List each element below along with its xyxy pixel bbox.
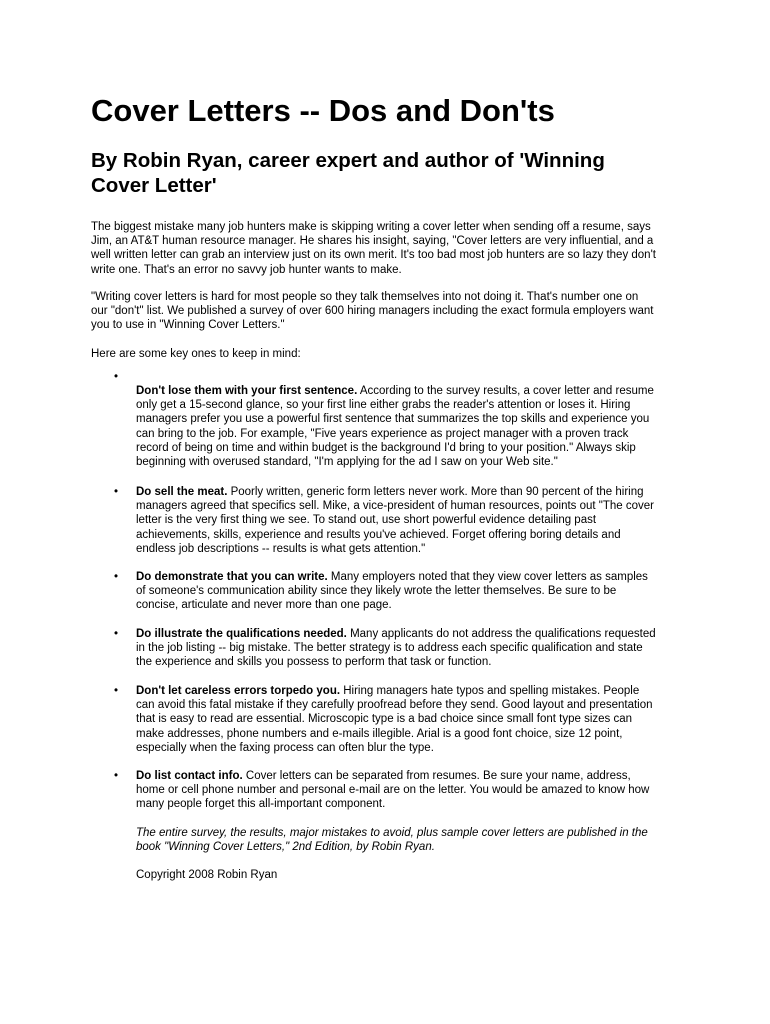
list-item-text-start: Many employers noted that they view cover letters as samples (327, 571, 648, 583)
copyright-text: Copyright 2008 Robin Ryan (136, 869, 278, 881)
bullet-marker: • (114, 770, 119, 782)
list-item-line: that is easy to read are essential. Microscopic type is a bad choice since small font type sizes can (136, 713, 633, 726)
list-item-line: can bring to the job. For example, "Five years experience as project manager with a proven track (136, 427, 629, 440)
list-item-line: concise, articulate and never more than one page. (136, 599, 392, 612)
key-points-intro (91, 347, 687, 361)
list-item-title: Don't lose them with your first sentence. (136, 385, 358, 397)
paragraph-line: "Writing cover letters is hard for most people so they talk themselves into not doing it. That's number one on (91, 291, 639, 303)
document-title: Cover Letters -- Dos and Don'ts (91, 93, 555, 128)
intro-paragraph (91, 220, 687, 277)
list-item-text-start: Many applicants do not address the qualifications requested (346, 628, 656, 640)
note-line: The entire survey, the results, major mistakes to avoid, plus sample cover letters are published in the (136, 827, 648, 839)
list-item-text-start: According to the survey results, a cover letter and resume (357, 385, 654, 397)
document-subtitle (91, 148, 751, 198)
bullet-marker: • (114, 371, 119, 383)
list-item-first-line (136, 769, 687, 783)
bullet-marker: • (114, 685, 119, 697)
list-item-line: many people forget this all-important component. (136, 798, 386, 811)
paragraph-line: The biggest mistake many job hunters make is skipping writing a cover letter when sending off a resume, says (91, 221, 651, 233)
list-item-line: of someone's communication ability since they likely wrote the letter themselves. Be sure to be (136, 585, 617, 598)
list-item-line: letter is the very first thing we see. To stand out, use short powerful evidence detailing past (136, 514, 597, 527)
list-item-text (136, 769, 687, 812)
list-item-line: in the job listing -- big mistake. The better strategy is to address each specific qualification and state (136, 642, 643, 655)
list-item-first-line (136, 384, 687, 398)
bullet-marker: • (114, 628, 119, 640)
paragraph-line: you to use in "Winning Cover Letters." (91, 319, 285, 332)
list-item-line: managers prefer you use a powerful first sentence that summarizes the top skills and experience you (136, 413, 650, 426)
list-item-title: Do demonstrate that you can write. (136, 571, 328, 583)
list-item-title: Don't let careless errors torpedo you. (136, 685, 341, 697)
bullet-marker: • (114, 571, 119, 583)
list-item-first-line (136, 684, 687, 698)
list-item-text (136, 570, 687, 613)
list-item-line: endless job descriptions -- results is what gets attention." (136, 542, 426, 555)
list-item-text-start: Hiring managers hate typos and spelling mistakes. People (340, 685, 640, 697)
paragraph-line: our "don't" list. We published a survey of over 600 hiring managers including the exact formula employers want (91, 305, 654, 318)
list-item-line: make addresses, phone numbers and e-mails illegible. Arial is a good font choice, size 12 point, (136, 727, 623, 740)
list-item-title: Do illustrate the qualifications needed. (136, 628, 347, 640)
subtitle-line: By Robin Ryan, career expert and author of 'Winning (91, 149, 605, 172)
paragraph-line: Here are some key ones to keep in mind: (91, 348, 301, 360)
list-item-first-line (136, 570, 687, 584)
list-item-line: especially when the faxing process can often blur the type. (136, 741, 434, 754)
list-item-text-start: Poorly written, generic form letters never work. More than 90 percent of the hiring (227, 486, 644, 498)
list-item-text (136, 384, 687, 469)
list-item-text (136, 627, 687, 670)
list-item-line: managers agreed that specifics sell. Mike, a vice-president of human resources, points out "The cover (136, 500, 654, 513)
list-item-text (136, 684, 687, 755)
list-item-line: achievements, skills, experience and results you've achieved. Forget offering boring details and (136, 528, 621, 541)
list-item-first-line (136, 485, 687, 499)
list-item-line: beginning with overused standard, "I'm applying for the ad I saw on your Web site." (136, 456, 558, 469)
list-item-line: can avoid this fatal mistake if they carefully proofread before they send. Good layout and presentation (136, 699, 653, 712)
survey-paragraph (91, 290, 687, 333)
list-item-line: the experience and skills you possess to perform that task or function. (136, 656, 492, 669)
paragraph-line: Jim, an AT&T human resource manager. He shares his insight, saying, "Cover letters are very influential, and a (91, 235, 654, 248)
paragraph-line: write one. That's an error no savvy job hunter wants to make. (91, 263, 402, 276)
subtitle-line: Cover Letter' (91, 174, 217, 197)
note-line: book "Winning Cover Letters," 2nd Edition, by Robin Ryan. (136, 841, 435, 854)
list-item-title: Do list contact info. (136, 770, 243, 782)
paragraph-line: well written letter can grab an interview just on its own merit. It's too bad most job hunters are so lazy they don't (91, 249, 656, 262)
list-item-line: record of being on time and within budget is the background I'd bring to your position." Always skip (136, 441, 636, 454)
list-item-line: home or cell phone number and personal e-mail are on the letter. You would be amazed to know how (136, 784, 650, 797)
list-item-first-line (136, 627, 687, 641)
list-item-title: Do sell the meat. (136, 486, 228, 498)
list-item-text-start: Cover letters can be separated from resumes. Be sure your name, address, (242, 770, 631, 782)
bullet-marker: • (114, 486, 119, 498)
list-item-text (136, 485, 687, 556)
book-note (136, 826, 687, 854)
list-item-line: only get a 15-second glance, so your first line either grabs the reader's attention or loses it. Hiring (136, 399, 631, 412)
